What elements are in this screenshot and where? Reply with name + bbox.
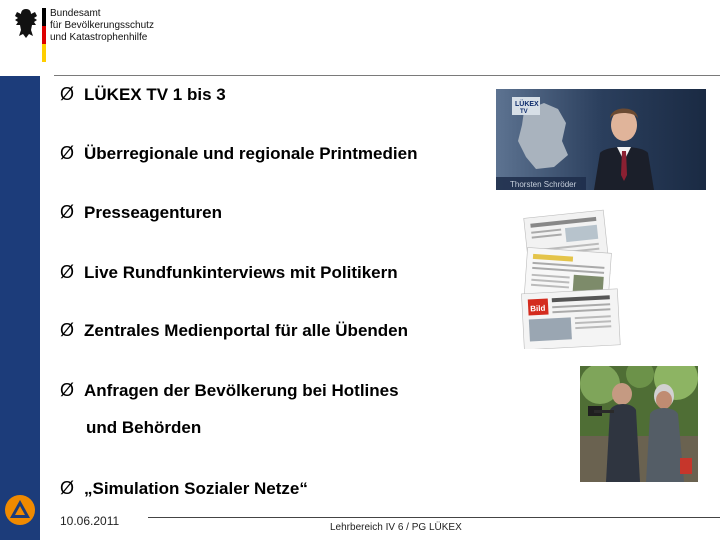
bullet-item bbox=[60, 478, 308, 499]
footer-date: 10.06.2011 bbox=[60, 514, 120, 528]
org-line-3: und Katastrophenhilfe bbox=[50, 32, 148, 43]
bullet-item bbox=[60, 380, 399, 401]
bullet-text: Presseagenturen bbox=[84, 203, 222, 222]
newspapers-image bbox=[517, 207, 629, 349]
bullet-text: Zentrales Medienportal für alle Übenden bbox=[84, 321, 409, 340]
arrow-bullet-icon: Ø bbox=[60, 380, 75, 400]
bullet-item bbox=[60, 84, 226, 105]
bild-badge: Bild bbox=[530, 303, 546, 314]
german-flag-stripe bbox=[42, 8, 46, 62]
bullet-item bbox=[60, 202, 222, 223]
bullet-item bbox=[60, 262, 398, 283]
tv-news-image bbox=[496, 89, 706, 190]
organization-name bbox=[50, 8, 154, 44]
newspapers-illustration bbox=[517, 207, 629, 349]
bullet-text: Überregionale und regionale Printmedien bbox=[84, 144, 418, 163]
arrow-bullet-icon: Ø bbox=[60, 320, 75, 340]
tv-news-illustration bbox=[496, 89, 706, 190]
arrow-bullet-icon: Ø bbox=[60, 84, 75, 104]
org-line-1: Bundesamt bbox=[50, 8, 101, 19]
tv-logo-text: LÜKEX bbox=[515, 101, 539, 108]
interview-illustration bbox=[580, 366, 698, 482]
bullet-text: Live Rundfunkinterviews mit Politikern bbox=[84, 263, 398, 282]
federal-eagle-icon bbox=[12, 6, 40, 40]
bullet-text: Anfragen der Bevölkerung bei Hotlines bbox=[84, 381, 399, 400]
arrow-bullet-icon: Ø bbox=[60, 143, 75, 163]
civil-protection-emblem-icon bbox=[4, 494, 36, 526]
arrow-bullet-icon: Ø bbox=[60, 262, 75, 282]
bullet-item bbox=[60, 320, 408, 341]
bullet-continuation: und Behörden bbox=[86, 418, 202, 437]
tv-caption: Thorsten Schröder bbox=[510, 180, 577, 189]
footer-divider bbox=[148, 517, 720, 518]
footer-department: Lehrbereich IV 6 / PG LÜKEX bbox=[330, 522, 462, 533]
arrow-bullet-icon: Ø bbox=[60, 202, 75, 222]
blue-sidebar bbox=[0, 76, 40, 540]
arrow-bullet-icon: Ø bbox=[60, 478, 75, 498]
bullet-item bbox=[60, 143, 417, 164]
bullet-text: LÜKEX TV 1 bis 3 bbox=[84, 85, 226, 104]
top-divider bbox=[54, 75, 720, 76]
bbk-logo bbox=[8, 4, 158, 64]
org-line-2: für Bevölkerungsschutz bbox=[50, 20, 154, 31]
tv-logo-subtext: TV bbox=[520, 109, 528, 115]
interview-photo bbox=[580, 366, 698, 482]
bullet-text: „Simulation Sozialer Netze“ bbox=[84, 479, 308, 498]
